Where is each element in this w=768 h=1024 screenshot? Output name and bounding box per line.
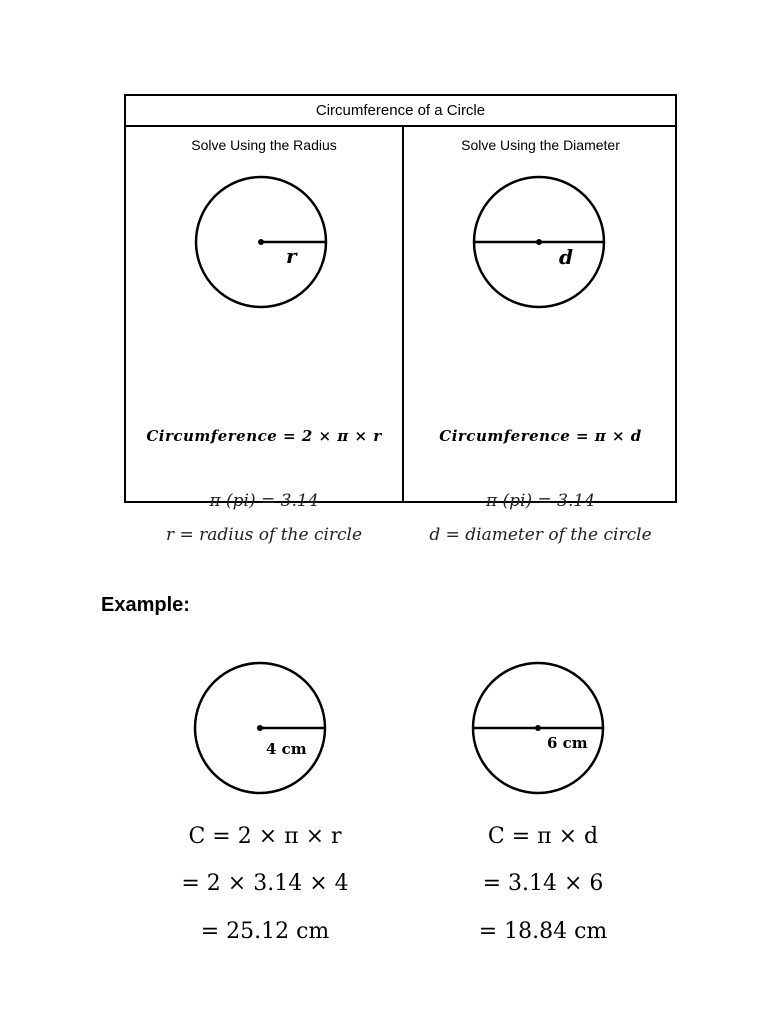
table-title: Circumference of a Circle bbox=[126, 96, 675, 127]
example-diameter-line1: C = π × d bbox=[487, 824, 599, 849]
diameter-label: d bbox=[559, 245, 573, 269]
center-dot bbox=[535, 725, 541, 731]
center-dot bbox=[257, 725, 263, 731]
example-diameter-line3: = 18.84 cm bbox=[478, 919, 608, 944]
example-radius-line2: = 2 × 3.14 × 4 bbox=[181, 871, 349, 896]
diameter-formula: Circumference = π × d bbox=[439, 427, 642, 445]
example-heading: Example: bbox=[101, 594, 190, 616]
radius-formula: Circumference = 2 × π × r bbox=[146, 427, 382, 445]
center-dot bbox=[536, 239, 542, 245]
diameter-var-note: d = diameter of the circle bbox=[429, 525, 652, 545]
example-diameter-label: 6 cm bbox=[547, 734, 588, 752]
example-radius-label: 4 cm bbox=[266, 740, 307, 758]
radius-label: r bbox=[286, 244, 297, 268]
diameter-heading: Solve Using the Diameter bbox=[461, 137, 620, 153]
radius-var-note: r = radius of the circle bbox=[165, 525, 363, 545]
radius-pi-note: π (pi) = 3.14 bbox=[209, 491, 319, 511]
circumference-table bbox=[124, 94, 677, 545]
example-radius-diagram bbox=[190, 655, 335, 800]
diameter-column bbox=[404, 127, 677, 545]
radius-diagram bbox=[126, 127, 402, 503]
radius-column bbox=[126, 127, 402, 545]
diameter-pi-note: π (pi) = 3.14 bbox=[485, 491, 596, 511]
example-radius-line1: C = 2 × π × r bbox=[188, 824, 342, 849]
example-diameter-diagram bbox=[468, 655, 613, 800]
diameter-diagram bbox=[404, 127, 677, 503]
example-diameter-line2: = 3.14 × 6 bbox=[482, 871, 604, 896]
example-radius-line3: = 25.12 cm bbox=[200, 919, 330, 944]
radius-heading: Solve Using the Radius bbox=[191, 137, 337, 153]
center-dot bbox=[258, 239, 264, 245]
